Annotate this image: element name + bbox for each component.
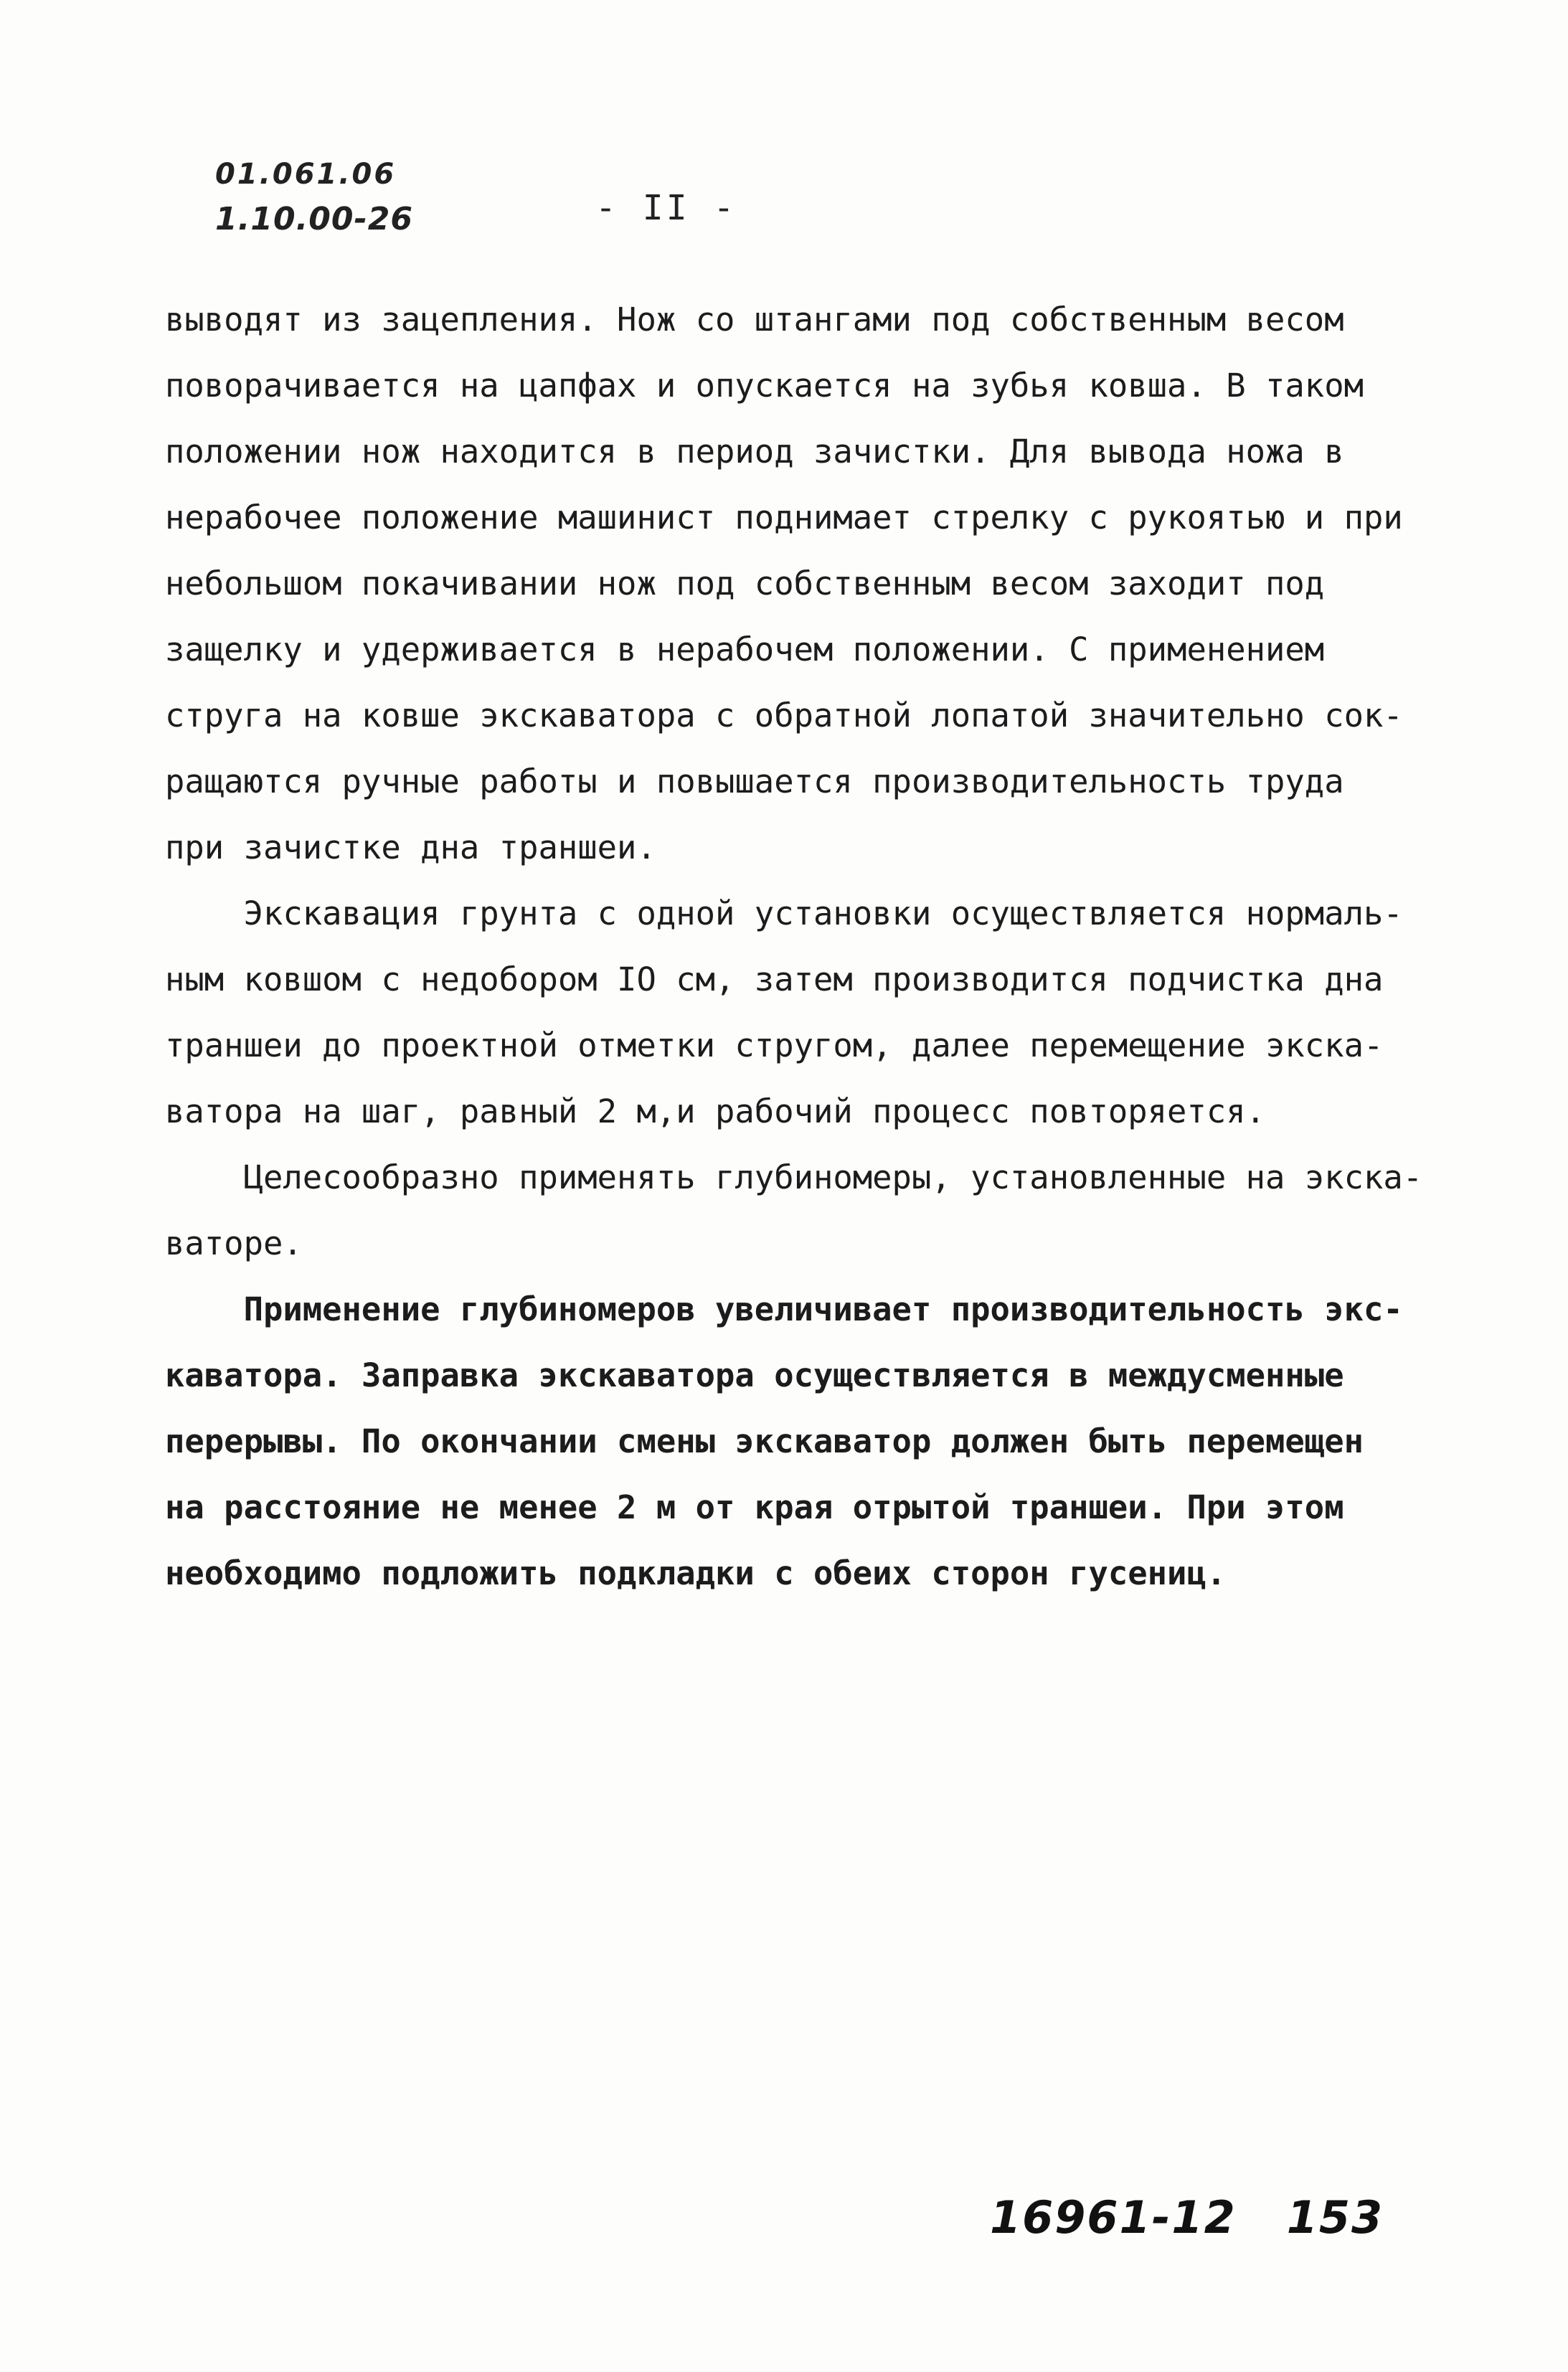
document-code-line-2: 1.10.00-26: [215, 201, 413, 237]
document-code: [215, 156, 413, 239]
paragraph-2: [165, 881, 1449, 1145]
text-line: нерабочее положение машинист поднимает стрелку с рукоятью и при: [165, 499, 1403, 537]
page-number: - II -: [595, 188, 737, 228]
document-code-line-1: 01.061.06: [215, 158, 397, 191]
text-line: небольшом покачивании нож под собственным весом заходит под: [165, 564, 1325, 603]
sheet-number: 153: [1286, 2191, 1384, 2244]
text-line: каватора. Заправка экскаватора осуществляется в междусменные: [165, 1356, 1344, 1394]
paragraph-1: [165, 287, 1449, 881]
text-line: струга на ковше экскаватора с обратной лопатой значительно сок-: [165, 696, 1403, 734]
text-line: Экскавация грунта с одной установки осуществляется нормаль-: [165, 894, 1403, 932]
text-line: ным ковшом с недобором IO см, затем производится подчистка дна: [165, 960, 1384, 998]
paragraph-4: [165, 1277, 1449, 1607]
text-line: ваторе.: [165, 1224, 303, 1262]
body-text: [165, 287, 1449, 1607]
text-line: защелку и удерживается в нерабочем положении. С применением: [165, 630, 1325, 668]
stamp-code: 16961-12: [990, 2191, 1237, 2244]
footer-stamp: [990, 2191, 1384, 2244]
text-line: траншеи до проектной отметки стругом, далее перемещение экска-: [165, 1026, 1384, 1064]
text-line: при зачистке дна траншеи.: [165, 828, 656, 866]
text-line: ращаются ручные работы и повышается производительность труда: [165, 762, 1344, 800]
paragraph-3: [165, 1145, 1449, 1277]
text-line: поворачивается на цапфах и опускается на зубья ковша. В таком: [165, 367, 1364, 405]
text-line: Целесообразно применять глубиномеры, установленные на экска-: [165, 1158, 1423, 1196]
text-line: на расстояние не менее 2 м от края отрытой траншеи. При этом: [165, 1488, 1344, 1526]
text-line: положении нож находится в период зачистки. Для вывода ножа в: [165, 433, 1344, 471]
text-line: перерывы. По окончании смены экскаватор должен быть перемещен: [165, 1422, 1364, 1460]
text-line: ватора на шаг, равный 2 м,и рабочий процесс повторяется.: [165, 1092, 1266, 1130]
text-line: выводят из зацепления. Нож со штангами под собственным весом: [165, 301, 1344, 339]
text-line: необходимо подложить подкладки с обеих сторон гусениц.: [165, 1554, 1227, 1592]
text-line: Применение глубиномеров увеличивает производительность экс-: [165, 1290, 1403, 1328]
